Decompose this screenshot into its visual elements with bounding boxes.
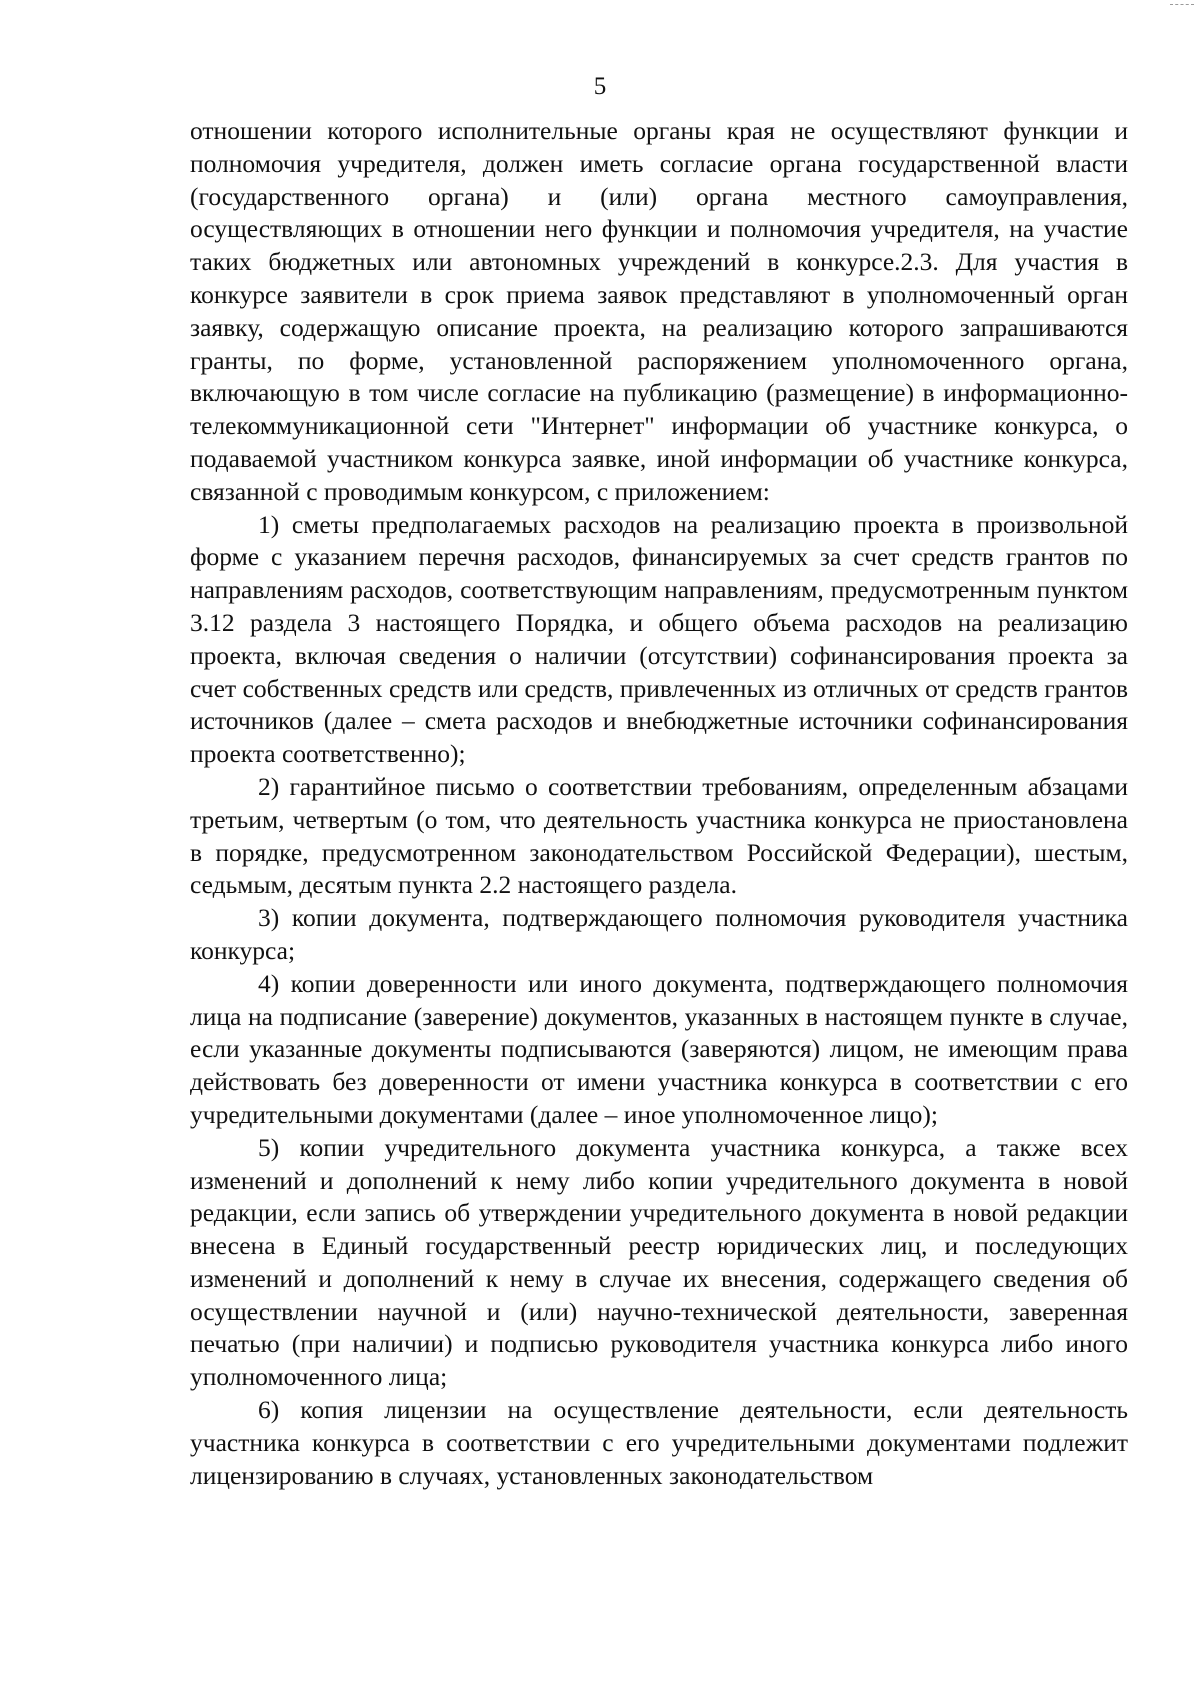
list-item-1: 1) сметы предполагаемых расходов на реализацию проекта в произвольной форме с указанием перечня расходов, финансируемых за счет средств грантов по направлениям расходов, соответствующим направлениям, предусмотренным пунктом 3.12 раздела 3 настоящего Порядка, и общего объема расходов на реализацию проекта, включая сведения о наличии (отсутствии) софинансирования проекта за счет собственных средств или средств, привлеченных из отличных от средств грантов источников (далее – смета расходов и внебюджетные источники софинансирования проекта соответственно); — [190, 509, 1128, 769]
document-body — [190, 115, 1128, 1492]
page-number: 5 — [593, 73, 607, 100]
list-item-2: 2) гарантийное письмо о соответствии требованиям, определенным абзацами третьим, четвертым (о том, что деятельность участника конкурса не приостановлена в порядке, предусмотренном законодательством Российской Федерации), шестым, седьмым, десятым пункта 2.2 настоящего раздела. — [190, 771, 1128, 900]
scan-corner-mark — [1170, 4, 1194, 7]
list-item-6: 6) копия лицензии на осуществление деятельности, если деятельность участника конкурса в соответствии с его учредительными документами подлежит лицензированию в случаях, установленных законодательством — [190, 1395, 1128, 1490]
list-item-4: 4) копии доверенности или иного документа, подтверждающего полномочия лица на подписание (заверение) документов, указанных в настоящем пункте в случае, если указанные документы подписываются (заверяются) лицом, не имеющим права действовать без доверенности от имени участника конкурса в соответствии с его учредительными документами (далее – иное уполномоченное лицо); — [190, 968, 1128, 1129]
list-item-3: 3) копии документа, подтверждающего полномочия руководителя участника конкурса; — [190, 903, 1128, 965]
paragraph-continuation: отношении которого исполнительные органы края не осуществляют функции и полномочия учредителя, должен иметь согласие органа государственной власти (государственного органа) и (или) органа местного самоуправления, осуществляющих в отношении него функции и полномочия учредителя, на участие таких бюджетных или автономных учреждений в конкурсе.2.3. Для участия в конкурсе заявители в срок приема заявок представляют в уполномоченный орган заявку, содержащую описание проекта, на реализацию которого запрашиваются гранты, по форме, установленной распоряжением уполномоченного органа, включающую в том числе согласие на публикацию (размещение) в информационно-телекоммуникационной сети "Интернет" информации об участнике конкурса, о подаваемой участником конкурса заявке, иной информации об участнике конкурса, связанной с проводимым конкурсом, с приложением: — [190, 116, 1128, 506]
list-item-5: 5) копии учредительного документа участника конкурса, а также всех изменений и дополнений к нему либо копии учредительного документа в новой редакции, если запись об утверждении учредительного документа в новой редакции внесена в Единый государственный реестр юридических лиц, и последующих изменений и дополнений к нему в случае их внесения, содержащего сведения об осуществлении научной и (или) научно-технической деятельности, заверенная печатью (при наличии) и подписью руководителя участника конкурса либо иного уполномоченного лица; — [190, 1132, 1128, 1392]
